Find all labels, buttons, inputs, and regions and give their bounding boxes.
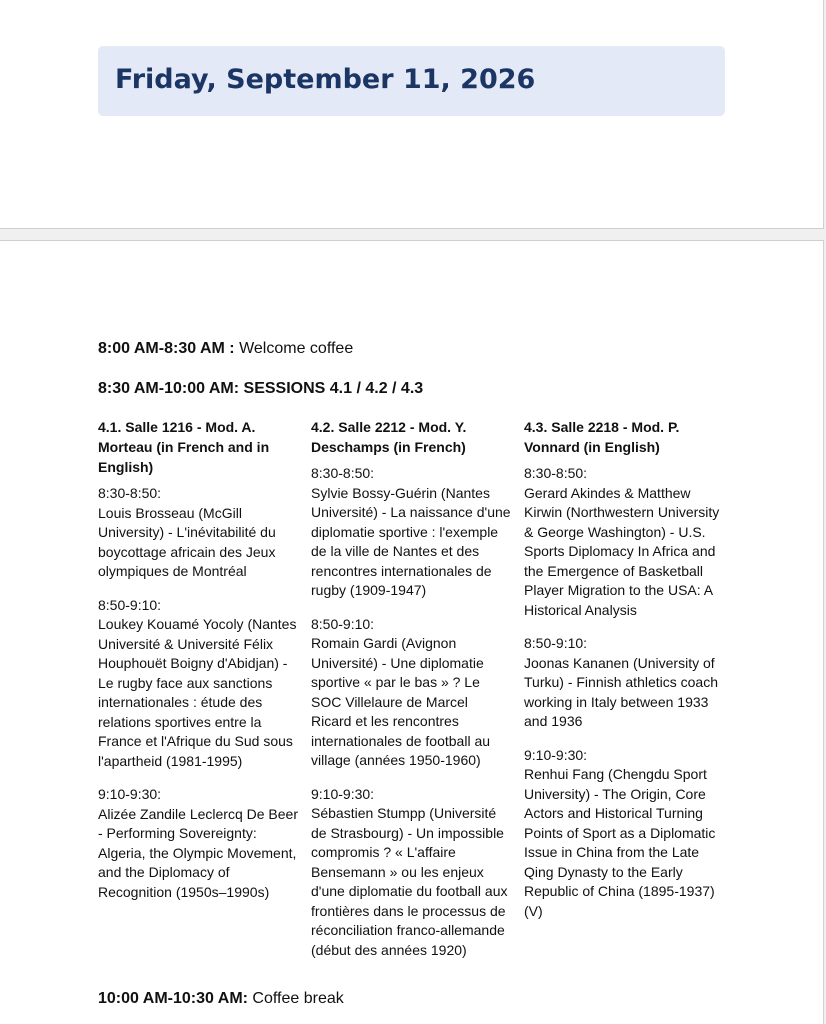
talk-time: 9:10-9:30: (524, 746, 588, 763)
talk-desc: Romain Gardi (Avignon Université) - Une diplomatie sportive « par le bas » ? Le SOC Villelaure de Marcel Ricard et les rencontres internationales de football au village (années 1950-1960) (311, 635, 491, 768)
coffee-break-time: 10:00 AM-10:30 AM: (98, 990, 248, 1007)
talk-desc: Louis Brosseau (McGill University) - L'inévitabilité du boycottage africain des Jeux olympiques de Montréal (98, 504, 276, 579)
talk-time: 8:30-8:50: (311, 465, 375, 481)
welcome-line (98, 340, 353, 358)
talk-time: 8:50-9:10: (311, 615, 375, 632)
session-title: 4.3. Salle 2218 - Mod. P. Vonnard (in English) (524, 419, 680, 455)
date-banner (98, 46, 725, 116)
talk-item (311, 615, 511, 771)
talk-item (524, 634, 724, 732)
talk-item (524, 464, 724, 620)
welcome-time: 8:00 AM-8:30 AM : (98, 340, 235, 357)
talk-desc: Gerard Akindes & Matthew Kirwin (Northwestern University & George Washington) - U.S. Sports Diplomacy In Africa and the Emergence of Basketball Player Migration to the USA: A Historical Analysis (524, 484, 720, 618)
date-title: Friday, September 11, 2026 (115, 64, 536, 95)
talk-item (98, 484, 298, 582)
talk-item (98, 596, 298, 772)
talk-desc: Sébastien Stumpp (Université de Strasbourg) - Un impossible compromis ? « L'affaire Bensemann » ou les enjeux d'une diplomatie du football aux frontières dans le processus de réconciliation franco-allemande (début des années 1920) (311, 805, 508, 958)
page-1 (0, 0, 824, 229)
talk-desc: Joonas Kananen (University of Turku) - Finnish athletics coach working in Italy between 1933 and 1936 (524, 654, 718, 729)
sessions-heading (98, 380, 423, 398)
welcome-label: Welcome coffee (239, 340, 354, 357)
session-column-4-1 (98, 417, 298, 916)
session-column-4-2 (311, 417, 511, 974)
session-column-4-3 (524, 417, 724, 935)
talk-desc: Loukey Kouamé Yocoly (Nantes Université & Université Félix Houphouët Boigny d'Abidjan) - Le rugby face aux sanctions internationales : étude des relations sportives entre la France et l'Afrique du Sud sous l'apartheid (1981-1995) (98, 616, 297, 769)
talk-time: 8:50-9:10: (98, 596, 162, 613)
talk-item (311, 785, 511, 961)
sessions-heading-text: 8:30 AM-10:00 AM: SESSIONS 4.1 / 4.2 / 4.3 (98, 380, 424, 397)
talk-time: 8:30-8:50: (524, 465, 588, 481)
talk-time: 9:10-9:30: (311, 785, 375, 802)
talk-item (311, 464, 511, 601)
coffee-break-label: Coffee break (252, 990, 344, 1007)
talk-time: 9:10-9:30: (98, 786, 162, 802)
coffee-break-line (98, 990, 344, 1008)
talk-item (98, 785, 298, 902)
session-title: 4.1. Salle 1216 - Mod. A. Morteau (in French and in English) (98, 419, 270, 475)
talk-desc: Alizée Zandile Leclercq De Beer - Performing Sovereignty: Algeria, the Olympic Movement, and the Diplomacy of Recognition (1950s–1990s) (98, 805, 298, 900)
talk-desc: Sylvie Bossy-Guérin (Nantes Université) - La naissance d'une diplomatie sportive : l'exemple de la ville de Nantes et des rencontres internationales de rugby (1909-1947) (311, 484, 511, 598)
talk-time: 8:30-8:50: (98, 485, 162, 501)
session-title: 4.2. Salle 2212 - Mod. Y. Deschamps (in French) (311, 419, 467, 455)
page-2 (0, 240, 824, 1024)
talk-desc: Renhui Fang (Chengdu Sport University) - The Origin, Core Actors and Historical Turning Points of Sport as a Diplomatic Issue in China from the Late Qing Dynasty to the Early Republic of China (1895-1937) (V) (524, 766, 716, 919)
talk-item (524, 746, 724, 922)
talk-time: 8:50-9:10: (524, 635, 588, 651)
